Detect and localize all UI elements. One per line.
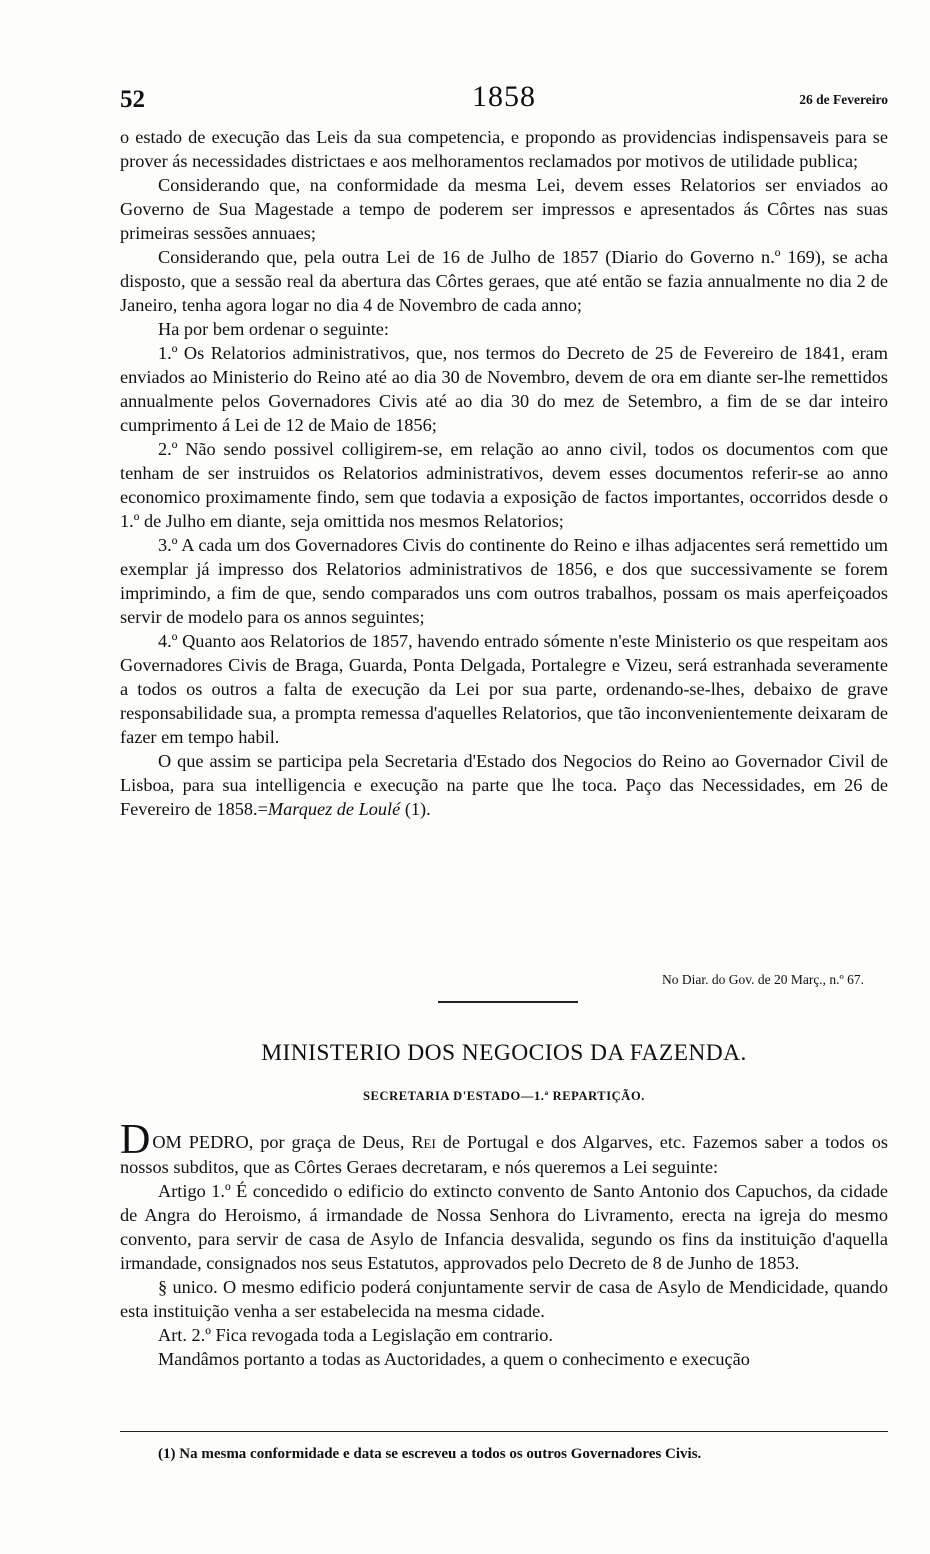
paragraph-item-1: 1.º Os Relatorios administrativos, que, nos termos do Decreto de 25 de Fevereiro de 1841, eram enviados ao Ministerio do Reino até ao dia 30 de Novembro, devem de ora em diante ser-lhe remettidos annualmente pelos Governadores Civis até ao dia 30 do mez de Setembro, a fim de se dar inteiro cumprimento á Lei de 12 de Maio de 1856;: [120, 343, 888, 435]
section-divider: [438, 1001, 578, 1003]
signature: Marquez de Loulé: [267, 799, 401, 819]
law-text: [120, 1117, 888, 1371]
paragraph-ordenar: Ha por bem ordenar o seguinte:: [158, 319, 389, 339]
section-heading: SECRETARIA D'ESTADO—1.ª REPARTIÇÃO.: [363, 1089, 645, 1103]
footnote: (1) Na mesma conformidade e data se escreveu a todos os outros Governadores Civis.: [158, 1446, 702, 1462]
header-year: 1858: [472, 80, 536, 113]
opening-continued: , por graça de Deus,: [248, 1132, 412, 1152]
footnote-rule: [120, 1431, 888, 1432]
paragraph-item-4: 4.º Quanto aos Relatorios de 1857, havendo entrado sómente n'este Ministerio os que respeitam aos Governadores Civis de Braga, Guarda, Ponta Delgada, Portalegre e Vizeu, será estranhada severamente a todos os outros a falta de execução da Lei por sua parte, ordenando-se-lhes, debaixo de grave responsabilidade sua, a prompta remessa d'aquelles Relatorios, que tão inconvenientemente deixaram de fazer em tempo habil.: [120, 631, 888, 747]
paragraph-item-2: 2.º Não sendo possivel colligirem-se, em relação ao anno civil, todos os documentos com que tenham de ser instruidos os Relatorios administrativos, devem esses documentos referir-se ao anno economico proximamente findo, sem que todavia a exposição de factos importantes, occorridos desde o 1.º de Julho em diante, seja omittida nos mesmos Relatorios;: [120, 439, 888, 531]
paragraph-considerando-1: Considerando que, na conformidade da mesma Lei, devem esses Relatorios ser enviados ao Governo de Sua Magestade a tempo de poderem ser impressos e apresentados ás Côrtes nas suas primeiras sessões annuaes;: [120, 175, 888, 243]
paragraph-item-3: 3.º A cada um dos Governadores Civis do continente do Reino e ilhas adjacentes será remettido um exemplar já impresso dos Relatorios administrativos de 1856, e dos que successivamente se forem imprimindo, a fim de que, sendo comparados uns com outros trabalhos, possam os mais aperfeiçoados servir de modelo para os annos seguintes;: [120, 535, 888, 627]
paragraph-considerando-2: Considerando que, pela outra Lei de 16 de Julho de 1857 (Diario do Governo n.º 169), se acha disposto, que a sessão real da abertura das Côrtes geraes, que até então se fazia annualmente no dia 2 de Janeiro, tenha agora logar no dia 4 de Novembro de cada anno;: [120, 247, 888, 315]
law-opening: [120, 1117, 888, 1179]
paragraph-article-2: Art. 2.º Fica revogada toda a Legislação em contrario.: [158, 1325, 554, 1345]
drop-cap: D: [120, 1117, 151, 1163]
paragraph-continuation: o estado de execução das Leis da sua competencia, e propondo as providencias indispensaveis para se prover ás necessidades districtaes e aos melhoramentos reclamados por motivos de utilidade publica;: [120, 127, 888, 171]
page-number: 52: [120, 86, 145, 113]
footnote-reference: (1).: [400, 799, 431, 819]
opening-name: OM PEDRO: [152, 1132, 249, 1152]
paragraph-closing: [120, 749, 888, 821]
page-header: [120, 80, 888, 116]
paragraph-article-1: Artigo 1.º É concedido o edificio do extincto convento de Santo Antonio dos Capuchos, da cidade de Angra do Heroismo, á irmandade de Nossa Senhora do Livramento, erecta na igreja do mesmo convento, para servir de casa de Asylo de Infancia desvalida, segundo os fins da instituição d'aquella irmandade, consignados nos seus Estatutos, approvados pelo Decreto de 8 de Junho de 1853.: [120, 1181, 888, 1273]
closing-text: O que assim se participa pela Secretaria d'Estado dos Negocios do Reino ao Governador Civil de Lisboa, para sua intelligencia e execução na parte que lhe toca. Paço das Necessidades, em 26 de Fevereiro de 1858.=: [120, 751, 888, 819]
source-note: No Diar. do Gov. de 20 Març., n.º 67.: [661, 972, 864, 987]
rei-word: Rei: [411, 1132, 436, 1152]
header-date: 26 de Fevereiro: [799, 92, 888, 107]
ministry-title: MINISTERIO DOS NEGOCIOS DA FAZENDA.: [261, 1040, 747, 1066]
paragraph-unico: § unico. O mesmo edificio poderá conjuntamente servir de casa de Asylo de Mendicidade, quando esta instituição venha a ser estabelecida na mesma cidade.: [120, 1277, 888, 1321]
paragraph-mandamos: Mandâmos portanto a todas as Auctoridades, a quem o conhecimento e execução: [158, 1349, 750, 1369]
decree-text: [120, 125, 888, 821]
opening-end: de Portugal e dos Algarves, etc. Fazemos saber a todos os nossos subditos, que as Côrtes Geraes decretaram, e nós queremos a Lei seguinte:: [120, 1132, 888, 1177]
